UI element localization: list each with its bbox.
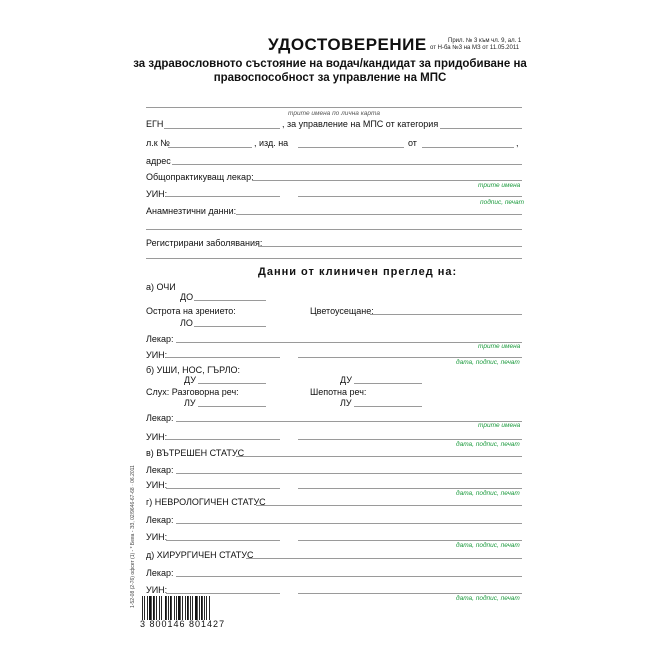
regulation-reference-2: от Н-ба №3 на МЗ от 11.05.2011 [430,45,520,51]
right-ear-whisper-label: ДУ [340,375,352,385]
anamnesis-field-2[interactable] [146,229,522,230]
hint-date-signature-stamp: дата, подпис, печат [456,542,520,549]
left-eye-field[interactable] [194,326,266,327]
issued-by-field[interactable] [422,147,514,148]
surgery-section-title: д) ХИРУРГИЧЕН СТАТУС [146,550,254,560]
diseases-field-2[interactable] [146,258,522,259]
internal-uin-field[interactable] [166,488,280,489]
category-field[interactable] [440,128,522,129]
left-eye-label: ЛО [180,318,193,328]
gp-uin-label: УИН: [146,189,168,199]
internal-doctor-field[interactable] [176,473,522,474]
barcode-number: 3 800146 801427 [140,619,226,629]
surgery-uin-label: УИН: [146,585,168,595]
right-eye-label: ДО [180,292,194,302]
eyes-doctor-label: Лекар: [146,334,174,344]
ent-section-title: б) УШИ, НОС, ГЪРЛО: [146,365,240,375]
neuro-doctor-label: Лекар: [146,515,174,525]
neuro-section-title: г) НЕВРОЛОГИЧЕН СТАТУС [146,497,266,507]
surgery-uin-field[interactable] [166,593,280,594]
color-vision-field[interactable] [370,314,522,315]
neuro-signature-field[interactable] [298,540,522,541]
hint-names-id: трите имена по лична карта [288,110,380,117]
right-eye-field[interactable] [194,300,266,301]
ent-uin-field[interactable] [166,439,280,440]
internal-section-title: в) ВЪТРЕШЕН СТАТУС [146,448,245,458]
neuro-status-field[interactable] [256,505,522,506]
internal-status-field[interactable] [236,456,522,457]
egn-label: ЕГН [146,119,164,129]
hint-date-signature-stamp: дата, подпис, печат [456,595,520,602]
acuity-label: Острота на зрението: [146,306,236,316]
diseases-field[interactable] [258,246,522,247]
speech-label: Слух: Разговорна реч: [146,387,239,397]
neuro-uin-field[interactable] [166,540,280,541]
barcode-icon [142,596,242,620]
ent-doctor-label: Лекар: [146,413,174,423]
left-ear-speech-label: ЛУ [184,398,196,408]
right-ear-speech-field[interactable] [198,383,266,384]
surgery-doctor-label: Лекар: [146,568,174,578]
right-ear-speech-label: ДУ [184,375,196,385]
color-vision-label: Цветоусещане: [310,306,374,316]
gp-uin-field[interactable] [166,196,280,197]
issued-date-field[interactable] [298,147,404,148]
hint-date-signature-stamp: дата, подпис, печат [456,359,520,366]
internal-uin-label: УИН: [146,480,168,490]
left-ear-whisper-label: ЛУ [340,398,352,408]
hint-signature-stamp: подпис, печат [480,199,525,206]
gp-signature-field[interactable] [298,196,522,197]
issued-label: , изд. на [254,138,289,148]
anamnesis-field[interactable] [236,214,522,215]
issued-by-label: от [408,138,417,148]
whisper-label: Шепотна реч: [310,387,367,397]
hint-three-names: трите имена [478,343,521,350]
form-title: УДОСТОВЕРЕНИЕ [268,35,427,54]
surgery-status-field[interactable] [246,558,522,559]
comma-separator: , [516,138,519,148]
neuro-uin-label: УИН: [146,532,168,542]
diseases-label: Регистрирани заболявания: [146,238,263,248]
full-name-field[interactable] [146,107,522,108]
clinical-heading: Данни от клиничен преглед на: [258,266,458,278]
eyes-uin-field[interactable] [166,357,280,358]
right-ear-whisper-field[interactable] [354,383,422,384]
anamnesis-label: Анамнезтични данни: [146,206,237,216]
gp-field[interactable] [252,180,522,181]
egn-field[interactable] [164,128,280,129]
ent-doctor-field[interactable] [176,421,522,422]
left-ear-whisper-field[interactable] [354,406,422,407]
hint-date-signature-stamp: дата, подпис, печат [456,490,520,497]
eyes-signature-field[interactable] [298,357,522,358]
neuro-doctor-field[interactable] [176,523,522,524]
id-card-field[interactable] [168,147,252,148]
form-subtitle-2: правоспособност за управление на МПС [213,72,447,84]
ent-uin-label: УИН: [146,432,168,442]
ent-signature-field[interactable] [298,439,522,440]
hint-three-names: трите имена [478,422,521,429]
internal-signature-field[interactable] [298,488,522,489]
category-label: , за управление на МПС от категория [282,119,439,129]
gp-label: Общопрактикуващ лекар: [146,172,254,182]
eyes-doctor-field[interactable] [176,342,522,343]
surgery-doctor-field[interactable] [176,576,522,577]
hint-date-signature-stamp: дата, подпис, печат [456,441,520,448]
printer-imprint: 1-52-08 (2-76) офсет (1) - * Бева - ЭЗ, 02/9646-67-68 · 06.2011 [130,465,136,608]
regulation-reference-1: Прил. № 3 към чл. 9, ал. 1 [448,38,522,44]
id-card-label: л.к № [146,138,170,148]
hint-three-names: трите имена [478,182,521,189]
eyes-section-title: а) ОЧИ [146,282,176,292]
address-field[interactable] [172,164,522,165]
address-label: адрес [146,156,171,166]
form-subtitle-1: за здравословното състояние на водач/кандидат за придобиване на [133,58,527,70]
left-ear-speech-field[interactable] [198,406,266,407]
internal-doctor-label: Лекар: [146,465,174,475]
surgery-signature-field[interactable] [298,593,522,594]
eyes-uin-label: УИН: [146,350,168,360]
